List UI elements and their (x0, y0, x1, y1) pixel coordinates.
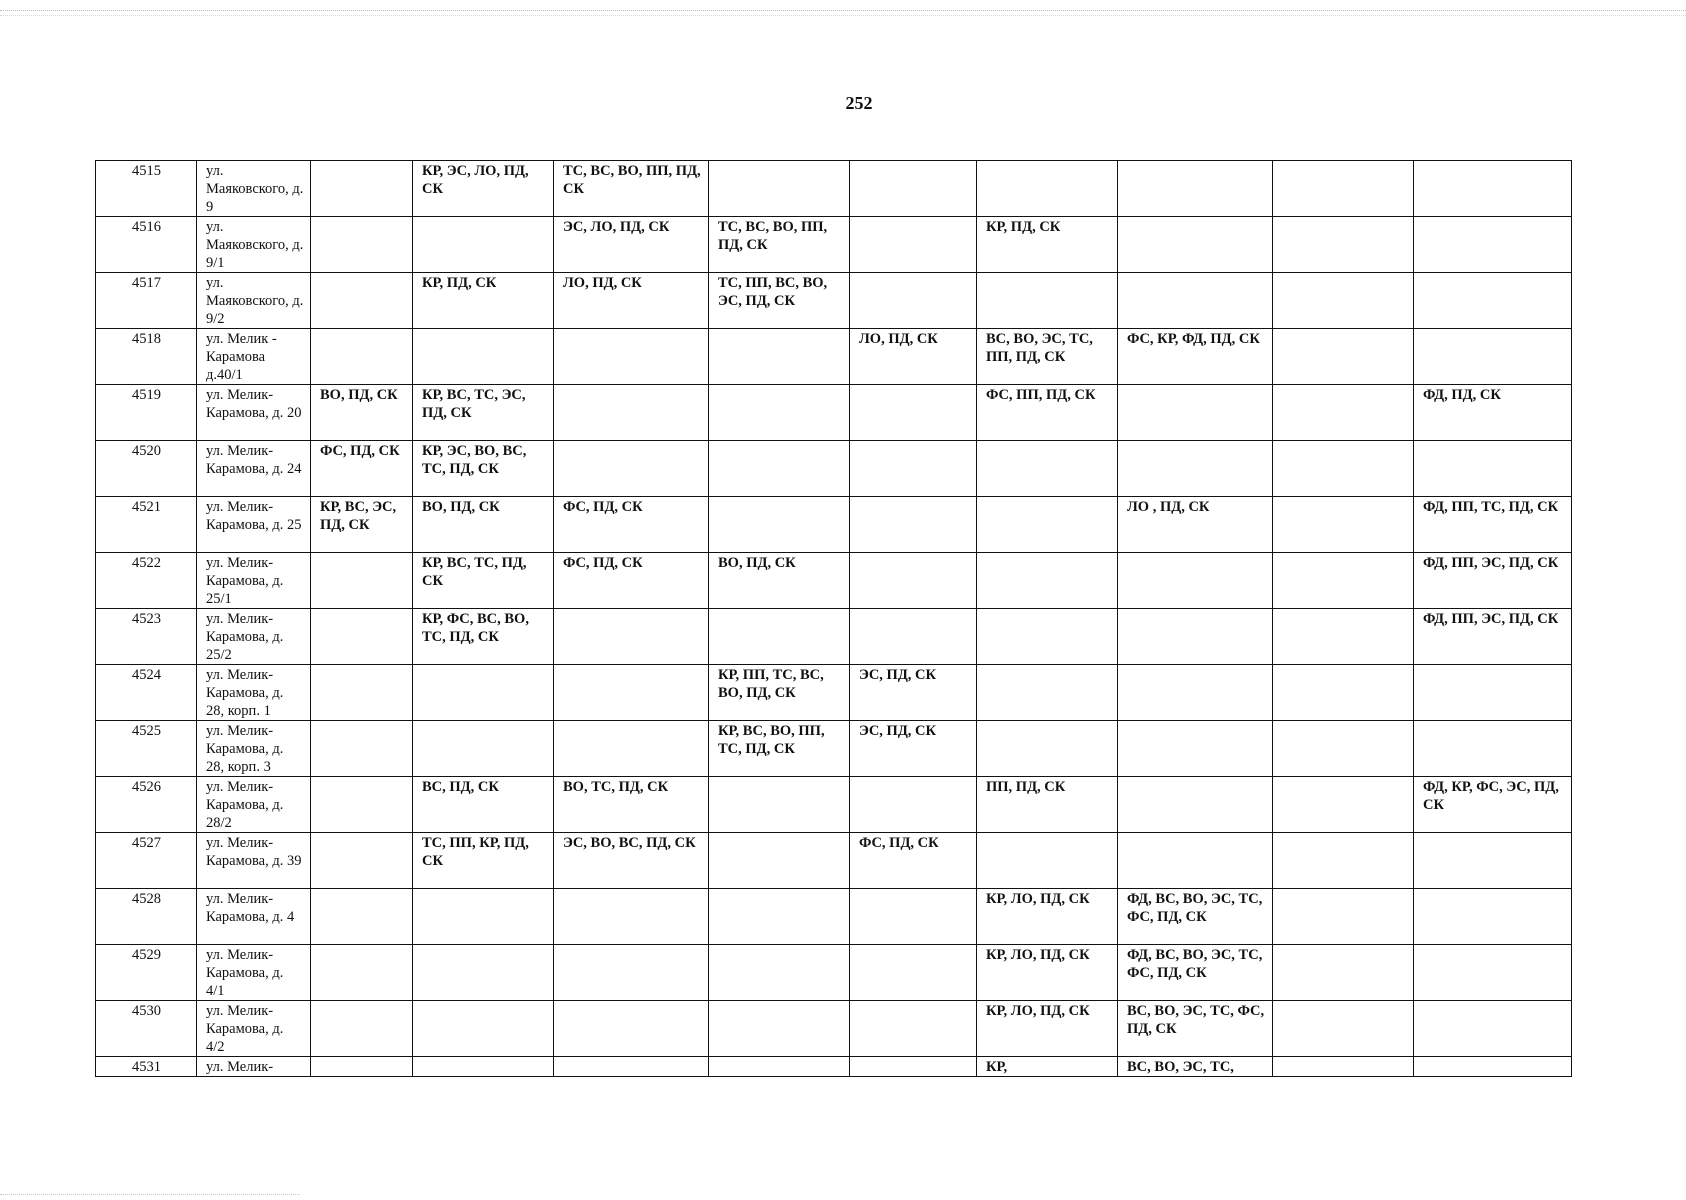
codes-cell-c8 (1273, 609, 1414, 665)
codes-cell-c7: ФС, КР, ФД, ПД, СК (1118, 329, 1273, 385)
address-cell: ул. Маяковского, д. 9/1 (197, 217, 311, 273)
codes-cell-c5 (850, 889, 977, 945)
table-row (96, 385, 1572, 441)
codes-cell-c2: ВС, ПД, СК (413, 777, 554, 833)
address-cell: ул. Мелик-Карамова, д. 28/2 (197, 777, 311, 833)
codes-cell-c3: ЭС, ВО, ВС, ПД, СК (554, 833, 709, 889)
codes-cell-c9 (1414, 329, 1572, 385)
codes-cell-c9 (1414, 833, 1572, 889)
codes-cell-c1 (311, 777, 413, 833)
codes-cell-c4 (709, 1001, 850, 1057)
codes-cell-c5 (850, 1057, 977, 1077)
codes-cell-c2 (413, 945, 554, 1001)
codes-cell-c3 (554, 665, 709, 721)
codes-cell-c1 (311, 161, 413, 217)
codes-cell-c3 (554, 721, 709, 777)
codes-cell-c2: ТС, ПП, КР, ПД, СК (413, 833, 554, 889)
codes-cell-c4 (709, 161, 850, 217)
codes-cell-c8 (1273, 777, 1414, 833)
codes-cell-c1 (311, 273, 413, 329)
codes-cell-c9: ФД, ПП, ЭС, ПД, СК (1414, 609, 1572, 665)
address-cell: ул. Мелик-Карамова, д. 20 (197, 385, 311, 441)
codes-cell-c6: ФС, ПП, ПД, СК (977, 385, 1118, 441)
address-cell: ул. Мелик- (197, 1057, 311, 1077)
table-row (96, 329, 1572, 385)
codes-cell-c1 (311, 665, 413, 721)
table-row (96, 497, 1572, 553)
codes-cell-c9 (1414, 161, 1572, 217)
address-cell: ул. Мелик-Карамова, д. 4 (197, 889, 311, 945)
codes-cell-c7 (1118, 385, 1273, 441)
codes-cell-c2 (413, 665, 554, 721)
codes-cell-c8 (1273, 441, 1414, 497)
codes-cell-c2: ВО, ПД, СК (413, 497, 554, 553)
codes-cell-c8 (1273, 385, 1414, 441)
codes-cell-c7: ФД, ВС, ВО, ЭС, ТС, ФС, ПД, СК (1118, 889, 1273, 945)
row-number-cell: 4527 (96, 833, 197, 889)
codes-cell-c8 (1273, 329, 1414, 385)
codes-cell-c7 (1118, 833, 1273, 889)
codes-cell-c1: ФС, ПД, СК (311, 441, 413, 497)
table-row (96, 553, 1572, 609)
codes-cell-c5 (850, 497, 977, 553)
codes-cell-c4: ВО, ПД, СК (709, 553, 850, 609)
codes-cell-c9 (1414, 217, 1572, 273)
address-cell: ул. Мелик-Карамова, д. 28, корп. 3 (197, 721, 311, 777)
codes-cell-c3 (554, 385, 709, 441)
codes-cell-c9 (1414, 889, 1572, 945)
codes-cell-c9 (1414, 665, 1572, 721)
row-number-cell: 4528 (96, 889, 197, 945)
codes-cell-c3: ВО, ТС, ПД, СК (554, 777, 709, 833)
row-number-cell: 4523 (96, 609, 197, 665)
codes-cell-c4: ТС, ВС, ВО, ПП, ПД, СК (709, 217, 850, 273)
table-body (96, 161, 1572, 1077)
codes-cell-c1 (311, 217, 413, 273)
table-row (96, 945, 1572, 1001)
codes-cell-c8 (1273, 497, 1414, 553)
table-row (96, 721, 1572, 777)
codes-cell-c3 (554, 945, 709, 1001)
codes-cell-c5: ЭС, ПД, СК (850, 665, 977, 721)
codes-cell-c4 (709, 777, 850, 833)
codes-cell-c7: ЛО , ПД, СК (1118, 497, 1273, 553)
address-cell: ул. Мелик-Карамова, д. 28, корп. 1 (197, 665, 311, 721)
codes-cell-c8 (1273, 721, 1414, 777)
row-number-cell: 4526 (96, 777, 197, 833)
address-cell: ул. Мелик-Карамова, д. 39 (197, 833, 311, 889)
row-number-cell: 4529 (96, 945, 197, 1001)
codes-cell-c5 (850, 385, 977, 441)
address-cell: ул. Мелик-Карамова, д. 25/2 (197, 609, 311, 665)
table-row (96, 161, 1572, 217)
codes-cell-c7 (1118, 553, 1273, 609)
codes-cell-c2: КР, ЭС, ВО, ВС, ТС, ПД, СК (413, 441, 554, 497)
address-cell: ул. Маяковского, д. 9/2 (197, 273, 311, 329)
codes-cell-c3 (554, 889, 709, 945)
codes-cell-c3 (554, 609, 709, 665)
row-number-cell: 4521 (96, 497, 197, 553)
codes-cell-c4 (709, 497, 850, 553)
codes-cell-c8 (1273, 1057, 1414, 1077)
address-cell: ул. Мелик-Карамова, д. 4/1 (197, 945, 311, 1001)
codes-cell-c5 (850, 945, 977, 1001)
codes-cell-c7 (1118, 441, 1273, 497)
codes-cell-c7: ВС, ВО, ЭС, ТС, (1118, 1057, 1273, 1077)
codes-cell-c5 (850, 609, 977, 665)
codes-cell-c1 (311, 889, 413, 945)
table-row (96, 833, 1572, 889)
codes-cell-c5 (850, 161, 977, 217)
codes-cell-c2: КР, ВС, ТС, ПД, СК (413, 553, 554, 609)
address-cell: ул. Маяковского, д. 9 (197, 161, 311, 217)
table-row (96, 441, 1572, 497)
codes-cell-c7 (1118, 273, 1273, 329)
row-number-cell: 4516 (96, 217, 197, 273)
codes-cell-c1 (311, 1057, 413, 1077)
table-row (96, 609, 1572, 665)
codes-cell-c2 (413, 1001, 554, 1057)
codes-cell-c7: ФД, ВС, ВО, ЭС, ТС, ФС, ПД, СК (1118, 945, 1273, 1001)
codes-cell-c6: КР, ЛО, ПД, СК (977, 1001, 1118, 1057)
codes-cell-c9 (1414, 273, 1572, 329)
codes-cell-c8 (1273, 665, 1414, 721)
codes-cell-c1 (311, 553, 413, 609)
codes-cell-c3 (554, 1001, 709, 1057)
codes-cell-c2 (413, 217, 554, 273)
codes-cell-c4 (709, 945, 850, 1001)
codes-cell-c6: КР, ЛО, ПД, СК (977, 889, 1118, 945)
codes-cell-c6 (977, 161, 1118, 217)
codes-cell-c5: ФС, ПД, СК (850, 833, 977, 889)
codes-cell-c1 (311, 1001, 413, 1057)
scan-edge-bottom (0, 1194, 300, 1197)
codes-cell-c3 (554, 329, 709, 385)
table-row (96, 273, 1572, 329)
codes-cell-c9 (1414, 1057, 1572, 1077)
codes-cell-c6 (977, 273, 1118, 329)
codes-cell-c1 (311, 945, 413, 1001)
codes-cell-c7 (1118, 777, 1273, 833)
codes-cell-c3 (554, 1057, 709, 1077)
row-number-cell: 4522 (96, 553, 197, 609)
codes-cell-c5 (850, 777, 977, 833)
codes-cell-c5 (850, 1001, 977, 1057)
page-number: 252 (845, 93, 873, 113)
codes-cell-c2: КР, ВС, ТС, ЭС, ПД, СК (413, 385, 554, 441)
row-number-cell: 4520 (96, 441, 197, 497)
codes-cell-c8 (1273, 553, 1414, 609)
codes-cell-c6: ВС, ВО, ЭС, ТС, ПП, ПД, СК (977, 329, 1118, 385)
codes-cell-c6 (977, 609, 1118, 665)
codes-cell-c2: КР, ФС, ВС, ВО, ТС, ПД, СК (413, 609, 554, 665)
table-row (96, 217, 1572, 273)
codes-cell-c8 (1273, 945, 1414, 1001)
codes-cell-c2 (413, 329, 554, 385)
codes-cell-c6 (977, 497, 1118, 553)
table-row (96, 1057, 1572, 1077)
codes-cell-c1 (311, 329, 413, 385)
codes-cell-c2: КР, ПД, СК (413, 273, 554, 329)
codes-cell-c6 (977, 441, 1118, 497)
codes-cell-c2: КР, ЭС, ЛО, ПД, СК (413, 161, 554, 217)
address-cell: ул. Мелик-Карамова, д. 25/1 (197, 553, 311, 609)
row-number-cell: 4518 (96, 329, 197, 385)
codes-cell-c4 (709, 385, 850, 441)
row-number-cell: 4515 (96, 161, 197, 217)
codes-cell-c6: КР, ПД, СК (977, 217, 1118, 273)
codes-cell-c1 (311, 721, 413, 777)
codes-cell-c4 (709, 329, 850, 385)
codes-cell-c6: КР, ЛО, ПД, СК (977, 945, 1118, 1001)
table-row (96, 777, 1572, 833)
codes-cell-c8 (1273, 273, 1414, 329)
address-cell: ул. Мелик-Карамова, д. 24 (197, 441, 311, 497)
codes-cell-c5 (850, 217, 977, 273)
codes-cell-c5 (850, 273, 977, 329)
codes-cell-c4 (709, 889, 850, 945)
codes-cell-c3: ФС, ПД, СК (554, 553, 709, 609)
codes-cell-c9 (1414, 1001, 1572, 1057)
codes-cell-c9 (1414, 945, 1572, 1001)
codes-cell-c3 (554, 441, 709, 497)
codes-cell-c6 (977, 665, 1118, 721)
codes-cell-c1 (311, 833, 413, 889)
codes-cell-c7 (1118, 665, 1273, 721)
row-number-cell: 4517 (96, 273, 197, 329)
codes-cell-c9: ФД, КР, ФС, ЭС, ПД, СК (1414, 777, 1572, 833)
codes-cell-c7 (1118, 609, 1273, 665)
row-number-cell: 4519 (96, 385, 197, 441)
table-row (96, 889, 1572, 945)
codes-cell-c2 (413, 889, 554, 945)
row-number-cell: 4525 (96, 721, 197, 777)
codes-cell-c1: ВО, ПД, СК (311, 385, 413, 441)
codes-cell-c3: ЭС, ЛО, ПД, СК (554, 217, 709, 273)
codes-cell-c4 (709, 833, 850, 889)
address-cell: ул. Мелик - Карамова д.40/1 (197, 329, 311, 385)
codes-cell-c9: ФД, ПП, ЭС, ПД, СК (1414, 553, 1572, 609)
codes-cell-c4 (709, 609, 850, 665)
codes-cell-c9: ФД, ПП, ТС, ПД, СК (1414, 497, 1572, 553)
codes-cell-c6 (977, 553, 1118, 609)
codes-cell-c1 (311, 609, 413, 665)
codes-cell-c3: ЛО, ПД, СК (554, 273, 709, 329)
codes-cell-c5 (850, 441, 977, 497)
codes-cell-c7 (1118, 161, 1273, 217)
codes-cell-c7: ВС, ВО, ЭС, ТС, ФС, ПД, СК (1118, 1001, 1273, 1057)
codes-cell-c7 (1118, 217, 1273, 273)
scan-edge-top (0, 10, 1686, 16)
codes-cell-c6: КР, (977, 1057, 1118, 1077)
address-table (95, 160, 1572, 1077)
codes-cell-c7 (1118, 721, 1273, 777)
codes-cell-c4: КР, ВС, ВО, ПП, ТС, ПД, СК (709, 721, 850, 777)
codes-cell-c9 (1414, 721, 1572, 777)
codes-cell-c5: ЭС, ПД, СК (850, 721, 977, 777)
codes-cell-c8 (1273, 833, 1414, 889)
table-row (96, 665, 1572, 721)
table-row (96, 1001, 1572, 1057)
codes-cell-c5: ЛО, ПД, СК (850, 329, 977, 385)
codes-cell-c4 (709, 1057, 850, 1077)
codes-cell-c8 (1273, 161, 1414, 217)
codes-cell-c5 (850, 553, 977, 609)
codes-cell-c8 (1273, 1001, 1414, 1057)
row-number-cell: 4531 (96, 1057, 197, 1077)
address-cell: ул. Мелик-Карамова, д. 4/2 (197, 1001, 311, 1057)
address-cell: ул. Мелик-Карамова, д. 25 (197, 497, 311, 553)
row-number-cell: 4530 (96, 1001, 197, 1057)
codes-cell-c9 (1414, 441, 1572, 497)
codes-cell-c3: ФС, ПД, СК (554, 497, 709, 553)
codes-cell-c1: КР, ВС, ЭС, ПД, СК (311, 497, 413, 553)
codes-cell-c4 (709, 441, 850, 497)
row-number-cell: 4524 (96, 665, 197, 721)
codes-cell-c6: ПП, ПД, СК (977, 777, 1118, 833)
codes-cell-c4: ТС, ПП, ВС, ВО, ЭС, ПД, СК (709, 273, 850, 329)
codes-cell-c6 (977, 721, 1118, 777)
codes-cell-c2 (413, 1057, 554, 1077)
codes-cell-c4: КР, ПП, ТС, ВС, ВО, ПД, СК (709, 665, 850, 721)
codes-cell-c8 (1273, 889, 1414, 945)
codes-cell-c3: ТС, ВС, ВО, ПП, ПД, СК (554, 161, 709, 217)
codes-cell-c8 (1273, 217, 1414, 273)
codes-cell-c9: ФД, ПД, СК (1414, 385, 1572, 441)
codes-cell-c6 (977, 833, 1118, 889)
codes-cell-c2 (413, 721, 554, 777)
